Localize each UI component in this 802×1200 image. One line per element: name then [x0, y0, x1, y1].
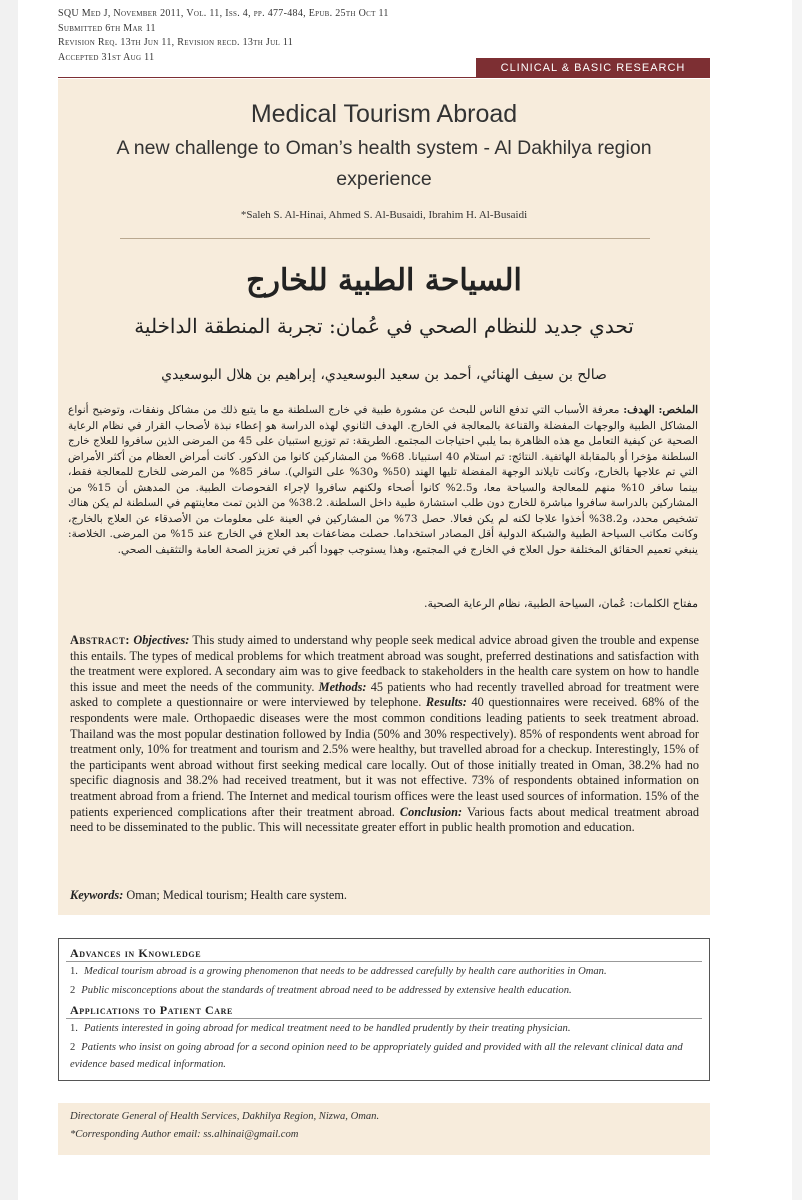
author-affiliation: Directorate General of Health Services, Dakhilya Region, Nizwa, Oman.: [70, 1111, 380, 1122]
arabic-subtitle: تحدي جديد للنظام الصحي في عُمان: تجربة المنطقة الداخلية: [134, 314, 634, 338]
title-divider: [120, 238, 650, 239]
left-margin-strip: [0, 0, 18, 1200]
accepted-line: Accepted 31st Aug 11: [58, 51, 155, 63]
revision-line: Revision Req. 13th Jun 11, Revision recd. 13th Jul 11: [58, 37, 294, 48]
arabic-authors: صالح بن سيف الهنائي، أحمد بن سعيد البوسعيدي، إبراهيم بن هلال البوسعيدي: [161, 367, 607, 383]
results-label: Results:: [425, 695, 467, 710]
article-authors: *Saleh S. Al-Hinai, Ahmed S. Al-Busaidi, Ibrahim H. Al-Busaidi: [240, 209, 528, 221]
keywords-label: Keywords:: [70, 888, 124, 902]
arabic-abstract: [68, 403, 698, 558]
arabic-title: السياحة الطبية للخارج: [246, 263, 522, 298]
keywords-text: Oman; Medical tourism; Health care system.: [126, 888, 347, 902]
conclusion-text: Various facts about medical treatment abroad need to be disseminated to the public. This will necessitate greater effort in public health promotion and education.: [70, 804, 700, 835]
advances-item-2: 2 Public misconceptions about the standards of treatment abroad need to be addressed by extensive health education.: [70, 985, 572, 996]
applications-heading: Applications to Patient Care: [70, 1003, 233, 1017]
abstract-label: Abstract:: [70, 633, 130, 647]
objectives-label: Objectives:: [133, 633, 190, 647]
section-label: CLINICAL & BASIC RESEARCH: [476, 58, 710, 78]
advances-heading: Advances in Knowledge: [70, 946, 202, 960]
methods-text: 45 patients who had recently travelled abroad for treatment were asked to complete a questionnaire or were interviewed by telephone.: [70, 679, 699, 710]
publication-metadata: [58, 7, 389, 65]
english-keywords: [70, 888, 699, 903]
advances-rule: [66, 961, 702, 962]
corresponding-author: *Corresponding Author email: ss.alhinai@gmail.com: [70, 1129, 299, 1140]
arabic-goal-label: الهدف:: [623, 404, 655, 416]
methods-label: Methods:: [318, 679, 367, 694]
arabic-abstract-label: الملخص:: [658, 404, 699, 416]
results-text: 40 questionnaires were received. 68% of the respondents were male. Orthopaedic diseases were the most common conditions leading patients to seek treatment abroad. Thailand was the most popular destination followed by India (50% and 30% respectively). 85% of respondents went abroad for treatment only, 10% for treatment and tourism and 2.5% were healthy, but travelled abroad for a checkup. Interestingly, 15% of the participants went abroad without first seeking medical care locally. Out of those initially treated in Oman, 38.2% had no specific diagnosis and 38.2% had received treatment, but it was not effective. 73% of respondents obtained information on treatment abroad from a friend. The Internet and medical tourism offices were the least used sources of information. 15% of the patients experienced complications after their treatment abroad.: [70, 695, 699, 819]
arabic-keywords: مفتاح الكلمات: عُمان، السياحة الطبية، نظام الرعاية الصحية.: [424, 597, 698, 610]
citation-line: SQU Med J, November 2011, Vol. 11, Iss. 4, pp. 477-484, Epub. 25th Oct 11: [58, 8, 389, 19]
objectives-text: This study aimed to understand why people seek medical advice abroad given the trouble and expense this entails. The types of medical problems for which treatment abroad was sought, preferred destinations and satisfaction with the treatment were explored. A secondary aim was to give feedback to stakeholders in the health care system on how to handle this issue and meet the needs of the community.: [70, 633, 699, 694]
english-abstract: [70, 633, 699, 836]
article-subtitle: A new challenge to Oman’s health system - Al Dakhilya region experience: [116, 137, 652, 190]
header-rule: [58, 77, 710, 78]
advances-item-1: 1. Medical tourism abroad is a growing phenomenon that needs to be addressed carefully by health care authorities in Oman.: [70, 966, 607, 977]
arabic-abstract-text: معرفة الأسباب التي تدفع الناس للبحث عن مشورة طبية في خارج السلطنة مع ما يتبع ذلك من مشاكل ونفقات، وتوضيح أنواع المشاكل الطبية والوجهات المفضلة والقناعة بالمعالجة في الخارج. الهدف الثانوي لهذه الدراسة هو إعطاء نبذة لأصحاب القرار في نظام الرعاية الصحية عن كيفية التعامل مع هذه الظاهرة بما يلبي احتياجات المجتمع. الطريقة: تم توزيع استبيان على 45 من المرضى الذين سافروا للعلاج خارج السلطنة مؤخرا أو بالمقابلة الهاتفية. النتائج: تم استلام 40 استبيانا. 68% من المشاركين كانوا من الذكور. كانت أمراض العظام من أكثر الأمراض التي تم علاجها بالخارج، وكانت تايلاند الوجهة المفضلة تليها الهند (50% و30% على التوالي). سافر 85% من المرضى للخارج للمعالجة فقط، بينما سافر 10% منهم للمعالجة والسياحة معا، و2.5% كانوا أصحاء ولكنهم سافروا لإجراء الفحوصات الطبية. من المدهش أن 15% من المشاركين بالدراسة سافروا مباشرة للخارج دون طلب استشارة طبية داخل السلطنة. 38.2% من الذين تمت معاينتهم في السلطنة لم يكن هناك تشخيص محدد، و38.2% أخذوا علاجا لكنه لم يكن فعالا. حصل 73% من المشاركين في العينة على معلومات من الأصدقاء عن العلاج بالخارج، وكانت مكاتب السياحة الطبية والشبكة الدولية أقل المصادر استخداما. حصلت مضاعفات بعد العلاج في الخارج عند 15% من المرضى. الخلاصة: ينبغي تعميم الحقائق المختلفة حول العلاج في الخارج في المجتمع، وهذا يستوجب جهودا أكبر في تعزيز الصحة العامة والتثقيف الصحي.: [68, 404, 699, 556]
conclusion-label: Conclusion:: [399, 804, 463, 819]
applications-item-1: 1. Patients interested in going abroad for medical treatment need to be handled prudently by their treating physician.: [70, 1023, 571, 1034]
submitted-line: Submitted 6th Mar 11: [58, 22, 156, 34]
article-title: Medical Tourism Abroad: [250, 100, 518, 128]
right-margin-strip: [792, 0, 802, 1200]
applications-item-2: 2 Patients who insist on going abroad for a second opinion need to be appropriately guided and provided with all the relevant clinical data and evidence based medical information.: [70, 1042, 683, 1070]
applications-rule: [66, 1018, 702, 1019]
